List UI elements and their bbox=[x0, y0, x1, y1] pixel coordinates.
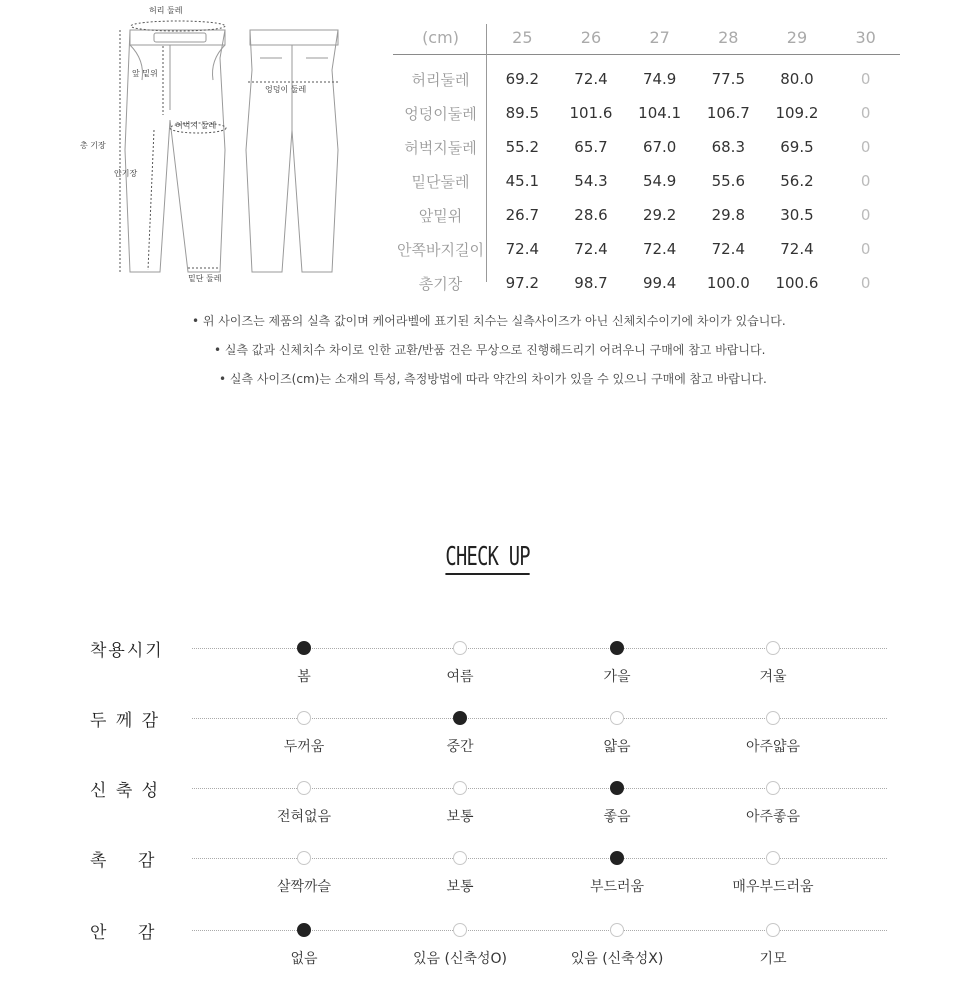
selected-dot-icon bbox=[297, 923, 311, 937]
measurement-label: 총기장 bbox=[418, 274, 463, 293]
unselected-dot-icon bbox=[610, 711, 624, 725]
measurement-label: 엉덩이둘레 bbox=[404, 104, 477, 123]
checkup-row bbox=[0, 851, 975, 918]
size-header: 29 bbox=[763, 20, 832, 55]
measurement-value: 0 bbox=[860, 240, 871, 258]
selected-dot-icon bbox=[610, 851, 624, 865]
measurement-value: 100.0 bbox=[706, 274, 750, 292]
checkup-option-label: 여름 bbox=[446, 669, 474, 685]
checkup-option-label: 기모 bbox=[759, 951, 787, 967]
measurement-value: 54.9 bbox=[642, 172, 677, 190]
measurement-value: 55.2 bbox=[505, 138, 540, 156]
checkup-option-label: 살짝까슬 bbox=[276, 879, 332, 895]
front-rise-label: 앞 밑위 bbox=[132, 69, 158, 78]
measurement-value: 104.1 bbox=[638, 104, 682, 122]
checkup-option-label: 봄 bbox=[297, 669, 311, 685]
size-header-row bbox=[393, 20, 900, 55]
measurement-value: 77.5 bbox=[711, 70, 745, 88]
measurement-value: 45.1 bbox=[505, 172, 540, 190]
size-header: 27 bbox=[625, 20, 694, 55]
checkup-row-label: 신 축 성 bbox=[90, 781, 161, 801]
checkup-row-label: 두 께 감 bbox=[90, 711, 161, 731]
checkup-option-label: 보통 bbox=[446, 809, 474, 825]
measurement-value: 29.2 bbox=[642, 206, 677, 224]
measurement-value: 0 bbox=[860, 138, 871, 156]
selected-dot-icon bbox=[610, 781, 624, 795]
measurement-value: 99.4 bbox=[642, 274, 677, 292]
measurement-value: 97.2 bbox=[505, 274, 540, 292]
measurement-label: 안쪽바지길이 bbox=[397, 240, 484, 259]
checkup-option-label: 얇음 bbox=[603, 739, 631, 755]
unselected-dot-icon bbox=[453, 641, 467, 655]
size-row bbox=[393, 164, 900, 198]
note-line: • 위 사이즈는 제품의 실측 값이며 케어라벨에 표기된 치수는 실측사이즈가 아닌 신체치수이기에 차이가 있습니다. bbox=[192, 314, 786, 328]
hem-label: 밑단 둘레 bbox=[188, 274, 222, 283]
checkup-option-label: 보통 bbox=[446, 879, 474, 895]
measurement-value: 89.5 bbox=[505, 104, 540, 122]
checkup-option-label: 부드러움 bbox=[589, 879, 645, 895]
measurement-label: 허벅지둘레 bbox=[404, 138, 477, 157]
size-header: 25 bbox=[488, 20, 557, 55]
measurement-value: 65.7 bbox=[574, 138, 608, 156]
checkup-row-label: 촉 감 bbox=[90, 851, 157, 871]
measurement-value: 101.6 bbox=[569, 104, 613, 122]
size-header: 28 bbox=[694, 20, 763, 55]
measurement-value: 69.2 bbox=[505, 70, 540, 88]
checkup-option-label: 중간 bbox=[446, 739, 474, 755]
note-line: • 실측 사이즈(cm)는 소재의 특성, 측정방법에 따라 약간의 차이가 있을 수 있으니 구매에 참고 바랍니다. bbox=[219, 372, 767, 386]
measurement-value: 0 bbox=[860, 172, 871, 190]
size-row bbox=[393, 130, 900, 164]
checkup-title: CHECK UP bbox=[0, 542, 975, 575]
size-row bbox=[393, 232, 900, 266]
checkup-row bbox=[0, 641, 975, 708]
checkup-option-label: 가을 bbox=[603, 669, 631, 685]
checkup-row bbox=[0, 781, 975, 848]
measurement-value: 72.4 bbox=[780, 240, 814, 258]
selected-dot-icon bbox=[297, 641, 311, 655]
measurement-value: 26.7 bbox=[505, 206, 540, 224]
total-length-label: 총 기장 bbox=[80, 141, 106, 150]
checkup-option-label: 있음 (신축성X) bbox=[570, 951, 664, 967]
measurement-value: 72.4 bbox=[642, 240, 677, 258]
checkup-option-label: 매우부드러움 bbox=[732, 879, 814, 895]
size-row bbox=[393, 55, 900, 97]
unselected-dot-icon bbox=[610, 923, 624, 937]
unselected-dot-icon bbox=[453, 781, 467, 795]
measurement-value: 29.8 bbox=[711, 206, 745, 224]
waist-label: 허리 둘레 bbox=[149, 6, 183, 15]
checkup-option-label: 없음 bbox=[290, 951, 318, 967]
size-row bbox=[393, 96, 900, 130]
size-header: 30 bbox=[831, 20, 900, 55]
measurement-value: 0 bbox=[860, 104, 871, 122]
measurement-value: 55.6 bbox=[711, 172, 745, 190]
measurement-value: 80.0 bbox=[780, 70, 814, 88]
checkup-option-label: 좋음 bbox=[603, 809, 631, 825]
measurement-value: 72.4 bbox=[574, 240, 608, 258]
unselected-dot-icon bbox=[297, 781, 311, 795]
checkup-option-label: 전혀없음 bbox=[276, 809, 332, 825]
checkup-row bbox=[0, 711, 975, 778]
measurement-label: 허리둘레 bbox=[411, 70, 470, 89]
measurement-value: 67.0 bbox=[642, 138, 677, 156]
measurement-value: 54.3 bbox=[574, 172, 608, 190]
selected-dot-icon bbox=[453, 711, 467, 725]
checkup-row bbox=[0, 923, 975, 990]
measurement-value: 0 bbox=[860, 206, 871, 224]
measurement-value: 0 bbox=[860, 274, 871, 292]
checkup-option-label: 두꺼움 bbox=[283, 739, 325, 755]
measurement-value: 0 bbox=[860, 70, 871, 88]
measurement-value: 74.9 bbox=[642, 70, 677, 88]
measurement-value: 30.5 bbox=[780, 206, 814, 224]
unselected-dot-icon bbox=[766, 923, 780, 937]
measurement-value: 68.3 bbox=[711, 138, 745, 156]
measurement-value: 98.7 bbox=[574, 274, 608, 292]
unselected-dot-icon bbox=[453, 923, 467, 937]
unselected-dot-icon bbox=[766, 851, 780, 865]
hip-label: 엉덩이 둘레 bbox=[265, 85, 307, 94]
thigh-label: 허벅지 둘레 bbox=[175, 121, 217, 130]
measurement-value: 72.4 bbox=[711, 240, 745, 258]
unselected-dot-icon bbox=[297, 851, 311, 865]
note-line: • 실측 값과 신체치수 차이로 인한 교환/반품 건은 무상으로 진행해드리기 어려우니 구매에 참고 바랍니다. bbox=[214, 343, 766, 357]
table-divider bbox=[486, 24, 487, 282]
checkup-row-label: 착용시기 bbox=[90, 641, 164, 661]
measurement-value: 72.4 bbox=[574, 70, 608, 88]
pants-size-diagram bbox=[70, 0, 370, 290]
checkup-option-label: 있음 (신축성O) bbox=[412, 951, 507, 967]
size-row bbox=[393, 266, 900, 300]
checkup-option-label: 겨울 bbox=[759, 669, 787, 685]
checkup-option-label: 아주얇음 bbox=[745, 739, 801, 755]
unselected-dot-icon bbox=[297, 711, 311, 725]
measurement-label: 앞밑위 bbox=[418, 206, 463, 225]
measurement-value: 28.6 bbox=[574, 206, 608, 224]
checkup-option-label: 아주좋음 bbox=[745, 809, 801, 825]
unselected-dot-icon bbox=[766, 711, 780, 725]
measurement-value: 56.2 bbox=[780, 172, 814, 190]
unit-header: (cm) bbox=[393, 20, 488, 55]
unselected-dot-icon bbox=[766, 641, 780, 655]
measurement-value: 72.4 bbox=[505, 240, 540, 258]
unselected-dot-icon bbox=[766, 781, 780, 795]
measurement-value: 69.5 bbox=[780, 138, 814, 156]
size-header: 26 bbox=[557, 20, 626, 55]
unselected-dot-icon bbox=[453, 851, 467, 865]
pants-illustration bbox=[70, 0, 370, 290]
inseam-label: 안기장 bbox=[114, 169, 138, 178]
measurement-label: 밑단둘레 bbox=[411, 172, 470, 191]
measurement-value: 100.6 bbox=[775, 274, 819, 292]
measurement-value: 106.7 bbox=[706, 104, 750, 122]
size-table bbox=[393, 20, 900, 300]
checkup-row-label: 안 감 bbox=[90, 923, 157, 943]
size-row bbox=[393, 198, 900, 232]
selected-dot-icon bbox=[610, 641, 624, 655]
measurement-value: 109.2 bbox=[775, 104, 819, 122]
